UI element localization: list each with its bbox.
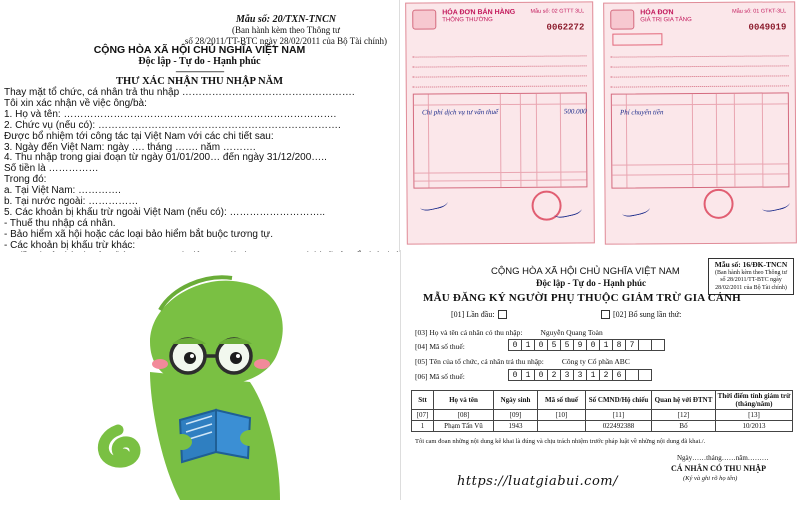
table-header-row bbox=[412, 391, 793, 410]
column-header: Số CMND/Hộ chiếu bbox=[586, 391, 652, 410]
signature-scribble-icon bbox=[621, 201, 651, 219]
form-number: Mẫu số: 16/ĐK-TNCN bbox=[714, 260, 788, 269]
first-time-label: [01] Lần đầu: bbox=[451, 310, 495, 319]
invoice-signatures bbox=[611, 186, 789, 235]
field-05 bbox=[415, 357, 630, 366]
box-note-2: số 28/2011/TT-BTC ngày bbox=[720, 277, 782, 284]
invoice-info-lines bbox=[412, 48, 586, 89]
digit-box: 0 bbox=[508, 369, 522, 381]
invoice-info-lines bbox=[610, 48, 788, 89]
digit-box: 2 bbox=[599, 369, 613, 381]
invoice-amount: 500.000 bbox=[563, 107, 587, 116]
column-code: [09] bbox=[494, 410, 538, 421]
watermark-url[interactable]: https://luatgiabui.com/ bbox=[457, 474, 618, 489]
income-confirmation-form bbox=[0, 0, 400, 252]
invoice-paper bbox=[603, 1, 797, 244]
table-cell: 1 bbox=[412, 421, 434, 432]
additional-checkbox[interactable] bbox=[601, 310, 610, 319]
invoice-title: HÓA ĐƠN bbox=[640, 9, 674, 17]
digit-box: 8 bbox=[612, 339, 626, 351]
field-03 bbox=[415, 328, 603, 337]
invoice-signatures bbox=[413, 186, 587, 235]
column-header: Ngày sinh bbox=[494, 391, 538, 410]
column-code: [10] bbox=[538, 410, 586, 421]
column-code: [11] bbox=[586, 410, 652, 421]
additional-row bbox=[601, 310, 681, 319]
invoice-serial: Mẫu số: 01 GTKT-3LL bbox=[732, 8, 787, 15]
declaration-text: Tôi cam đoan những nội dung kê khai là đúng và chịu trách nhiệm trước pháp luật về những nội dung đã khai./. bbox=[415, 438, 706, 445]
table-cell: Bố bbox=[652, 421, 716, 432]
digit-box: 0 bbox=[534, 369, 548, 381]
form-number: Mẫu số: 20/TXN-TNCN bbox=[235, 14, 336, 25]
form-line: 1. Họ và tên: ………………………………………………………………………. bbox=[4, 108, 337, 120]
field-04 bbox=[415, 342, 465, 351]
digit-box: 0 bbox=[586, 339, 600, 351]
invoice-serial: Mẫu số: 02 GTTT 3LL bbox=[530, 8, 585, 15]
form-line: b. Tại nước ngoài: …………… bbox=[4, 196, 139, 208]
table-cell bbox=[538, 421, 586, 432]
issued-with-line-1: (Ban hành kèm theo Thông tư bbox=[231, 25, 340, 35]
form-line: Trong đó: bbox=[4, 174, 47, 186]
sales-invoice-photo bbox=[400, 0, 598, 250]
table-row bbox=[412, 421, 793, 432]
invoice-subtitle: THÔNG THƯỜNG bbox=[442, 17, 493, 24]
nation-heading: CỘNG HÒA XÃ HỘI CHỦ NGHĨA VIỆT NAM bbox=[93, 44, 306, 56]
field-05-value: Công ty Cổ phần ABC bbox=[561, 357, 630, 366]
digit-box: 1 bbox=[599, 339, 613, 351]
field-03-value: Nguyễn Quang Toàn bbox=[540, 328, 603, 337]
digit-box: 7 bbox=[625, 339, 639, 351]
signature-scribble-icon bbox=[761, 196, 791, 214]
form-line: 4. Thu nhập trong giai đoạn từ ngày 01/01/200… đến ngày 31/12/200….. bbox=[4, 152, 327, 164]
column-code: [12] bbox=[652, 410, 716, 421]
invoice-header bbox=[412, 6, 586, 45]
form-line: 2. Chức vụ (nếu có): ………………………………………………………………. bbox=[4, 119, 341, 131]
stamp-icon bbox=[703, 189, 733, 219]
invoice-paper bbox=[405, 1, 595, 244]
motto: Độc lập - Tự do - Hạnh phúc bbox=[138, 56, 261, 67]
field-06 bbox=[415, 372, 465, 381]
company-stamp-icon bbox=[612, 33, 662, 45]
column-header: Họ và tên bbox=[434, 391, 494, 410]
column-code: [08] bbox=[434, 410, 494, 421]
chameleon-mascot-panel bbox=[0, 252, 400, 500]
digit-box: 0 bbox=[508, 339, 522, 351]
form-line: - Bảo hiểm xã hội hoặc các loại bảo hiểm bắt buộc tương tự. bbox=[4, 228, 273, 240]
table-cell: Phạm Tấn Vũ bbox=[434, 421, 494, 432]
digit-box: 1 bbox=[521, 369, 535, 381]
column-header: Quan hệ với ĐTNT bbox=[652, 391, 716, 410]
form-line: a. Tại Việt Nam: …………. bbox=[4, 185, 121, 197]
form-line: 5. Các khoản bị khấu trừ ngoài Việt Nam (nếu có): ……………………….. bbox=[4, 206, 326, 218]
separator: ------------------------ bbox=[175, 66, 224, 76]
digit-box bbox=[651, 339, 665, 351]
signer-title: CÁ NHÂN CÓ THU NHẬP bbox=[671, 464, 766, 473]
form-line: Thay mặt tổ chức, cá nhân trả thu nhập ……………………………………………. bbox=[4, 87, 355, 98]
field-06-label: [06] Mã số thuế: bbox=[415, 372, 465, 381]
digit-box: 2 bbox=[547, 369, 561, 381]
dependents-table bbox=[411, 390, 793, 432]
digit-box: 1 bbox=[521, 339, 535, 351]
date-line: Ngày……tháng……năm……… bbox=[677, 454, 769, 462]
table-cell: 10/2013 bbox=[716, 421, 793, 432]
invoice-line-item: Phí chuyển tiền bbox=[619, 108, 664, 117]
invoice-logo-icon bbox=[412, 9, 436, 29]
form-line: - Thuế thu nhập cá nhân. bbox=[4, 217, 116, 229]
box-note-3: 28/02/2011 của Bộ Tài chính) bbox=[715, 284, 787, 291]
sign-note: (Ký và ghi rõ họ tên) bbox=[683, 475, 738, 482]
first-time-checkbox[interactable] bbox=[498, 310, 507, 319]
form-line: 3. Ngày đến Việt Nam: ngày …. tháng ……. năm ………. bbox=[4, 141, 256, 153]
form-title: THƯ XÁC NHẬN THU NHẬP NĂM bbox=[115, 76, 284, 87]
tax-code-boxes-04 bbox=[509, 339, 665, 351]
digit-box: 3 bbox=[573, 369, 587, 381]
field-03-label: [03] Họ và tên cá nhân có thu nhập: bbox=[415, 328, 523, 337]
column-header: Stt bbox=[412, 391, 434, 410]
additional-label: [02] Bổ sung lần thứ: bbox=[613, 310, 682, 319]
invoice-line-item: Chi phí dịch vụ tư vấn thuế bbox=[421, 108, 499, 117]
first-time-row bbox=[451, 310, 507, 319]
invoice-table bbox=[611, 92, 790, 188]
digit-box: 0 bbox=[534, 339, 548, 351]
column-header: Thời điểm tính giảm trừ (tháng/năm) bbox=[716, 391, 793, 410]
form-line: Số tiền là …………… bbox=[4, 163, 99, 175]
digit-box bbox=[638, 369, 652, 381]
invoice-title: HÓA ĐƠN BÁN HÀNG bbox=[442, 8, 516, 17]
vat-invoice-photo bbox=[598, 0, 800, 250]
nation-heading: CỘNG HÒA XÃ HỘI CHỦ NGHĨA VIỆT NAM bbox=[491, 266, 680, 277]
column-code: [13] bbox=[716, 410, 793, 421]
digit-box bbox=[625, 369, 639, 381]
form-number-box bbox=[708, 258, 794, 295]
digit-box: 3 bbox=[560, 369, 574, 381]
motto: Độc lập - Tự do - Hạnh phúc bbox=[536, 278, 647, 288]
form-line: - Các khoản bị khấu trừ khác: bbox=[4, 239, 136, 251]
form-header-right bbox=[185, 14, 387, 47]
invoice-number: 0049019 bbox=[748, 22, 787, 33]
table-cell: 1943 bbox=[494, 421, 538, 432]
digit-box: 6 bbox=[612, 369, 626, 381]
signature-scribble-icon bbox=[419, 195, 449, 213]
digit-box: 1 bbox=[586, 369, 600, 381]
invoice-number: 0062272 bbox=[546, 22, 585, 33]
dependent-registration-form bbox=[400, 250, 800, 500]
column-code: [07] bbox=[412, 410, 434, 421]
issued-with-line-2: số 28/2011/TT-BTC ngày 28/02/2011 của Bộ Tài chính) bbox=[184, 36, 387, 46]
invoice-table bbox=[413, 92, 588, 188]
field-05-label: [05] Tên của tổ chức, cá nhân trả thu nhập: bbox=[415, 357, 544, 366]
chameleon-mascot-icon bbox=[0, 252, 400, 500]
tax-code-boxes-06 bbox=[509, 369, 652, 381]
invoice-subtitle: GIÁ TRỊ GIA TĂNG bbox=[640, 17, 692, 24]
field-04-label: [04] Mã số thuế: bbox=[415, 342, 465, 351]
digit-box: 5 bbox=[560, 339, 574, 351]
digit-box: 5 bbox=[547, 339, 561, 351]
invoice-logo-icon bbox=[610, 9, 634, 29]
box-note-1: (Ban hành kèm theo Thông tư bbox=[715, 270, 787, 277]
table-code-row bbox=[412, 410, 793, 421]
digit-box: 9 bbox=[573, 339, 587, 351]
form-line: Tôi xin xác nhận về việc ông/bà: bbox=[4, 97, 147, 109]
digit-box bbox=[638, 339, 652, 351]
table-cell: 022492388 bbox=[586, 421, 652, 432]
form-title: MẪU ĐĂNG KÝ NGƯỜI PHỤ THUỘC GIẢM TRỪ GIA CẢNH bbox=[423, 292, 741, 304]
column-header: Mã số thuế bbox=[538, 391, 586, 410]
form-line: Được bổ nhiệm tới công tác tại Việt Nam với các chi tiết sau: bbox=[4, 130, 274, 142]
